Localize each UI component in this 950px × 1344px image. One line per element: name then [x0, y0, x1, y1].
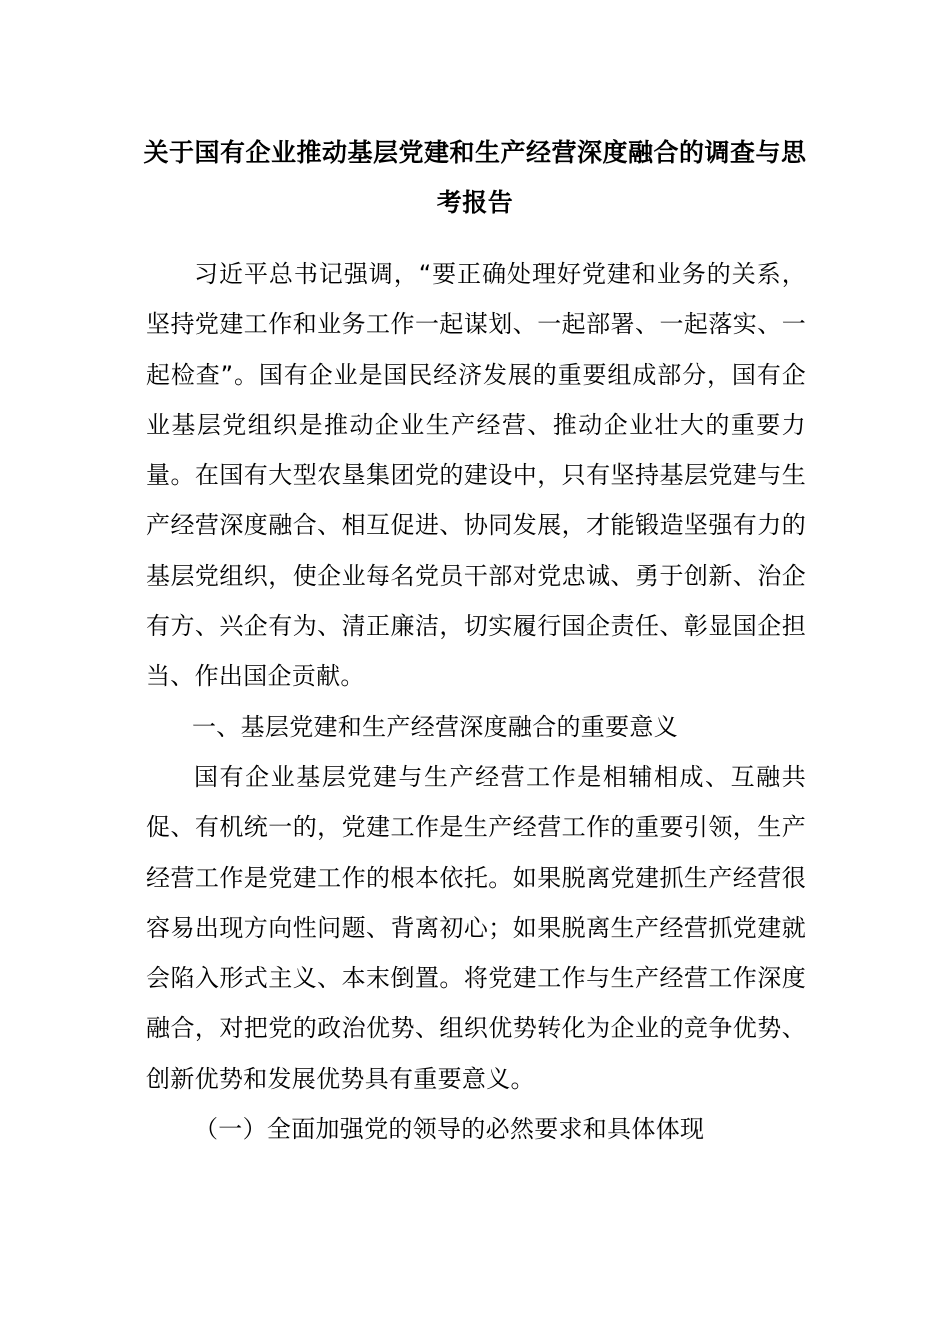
subsection-heading: （一）全面加强党的领导的必然要求和具体体现	[194, 1115, 705, 1144]
document-title: 关于国有企业推动基层党建和生产经营深度融合的调查与思考报告	[143, 138, 807, 217]
section-paragraph: 国有企业基层党建与生产经营工作是相辅相成、互融共促、有机统一的，党建工作是生产经营工作的重要引领，生产经营工作是党建工作的根本依托。如果脱离党建抓生产经营很容易出现方向性问题、背离初心；如果脱离生产经营抓党建就会陷入形式主义、本末倒置。将党建工作与生产经营工作深度融合，对把党的政治优势、组织优势转化为企业的竞争优势、创新优势和发展优势具有重要意义。	[146, 762, 806, 1093]
section-heading: 一、基层党建和生产经营深度融合的重要意义	[192, 712, 678, 741]
document-body	[146, 249, 806, 1154]
intro-paragraph: 习近平总书记强调，“要正确处理好党建和业务的关系，坚持党建工作和业务工作一起谋划、一起部署、一起落实、一起检查”。国有企业是国民经济发展的重要组成部分，国有企业基层党组织是推动企业生产经营、推动企业壮大的重要力量。在国有大型农垦集团党的建设中，只有坚持基层党建与生产经营深度融合、相互促进、协同发展，才能锻造坚强有力的基层党组织，使企业每名党员干部对党忠诚、勇于创新、治企有方、兴企有为、清正廉洁，切实履行国企责任、彰显国企担当、作出国企贡献。	[146, 260, 807, 691]
